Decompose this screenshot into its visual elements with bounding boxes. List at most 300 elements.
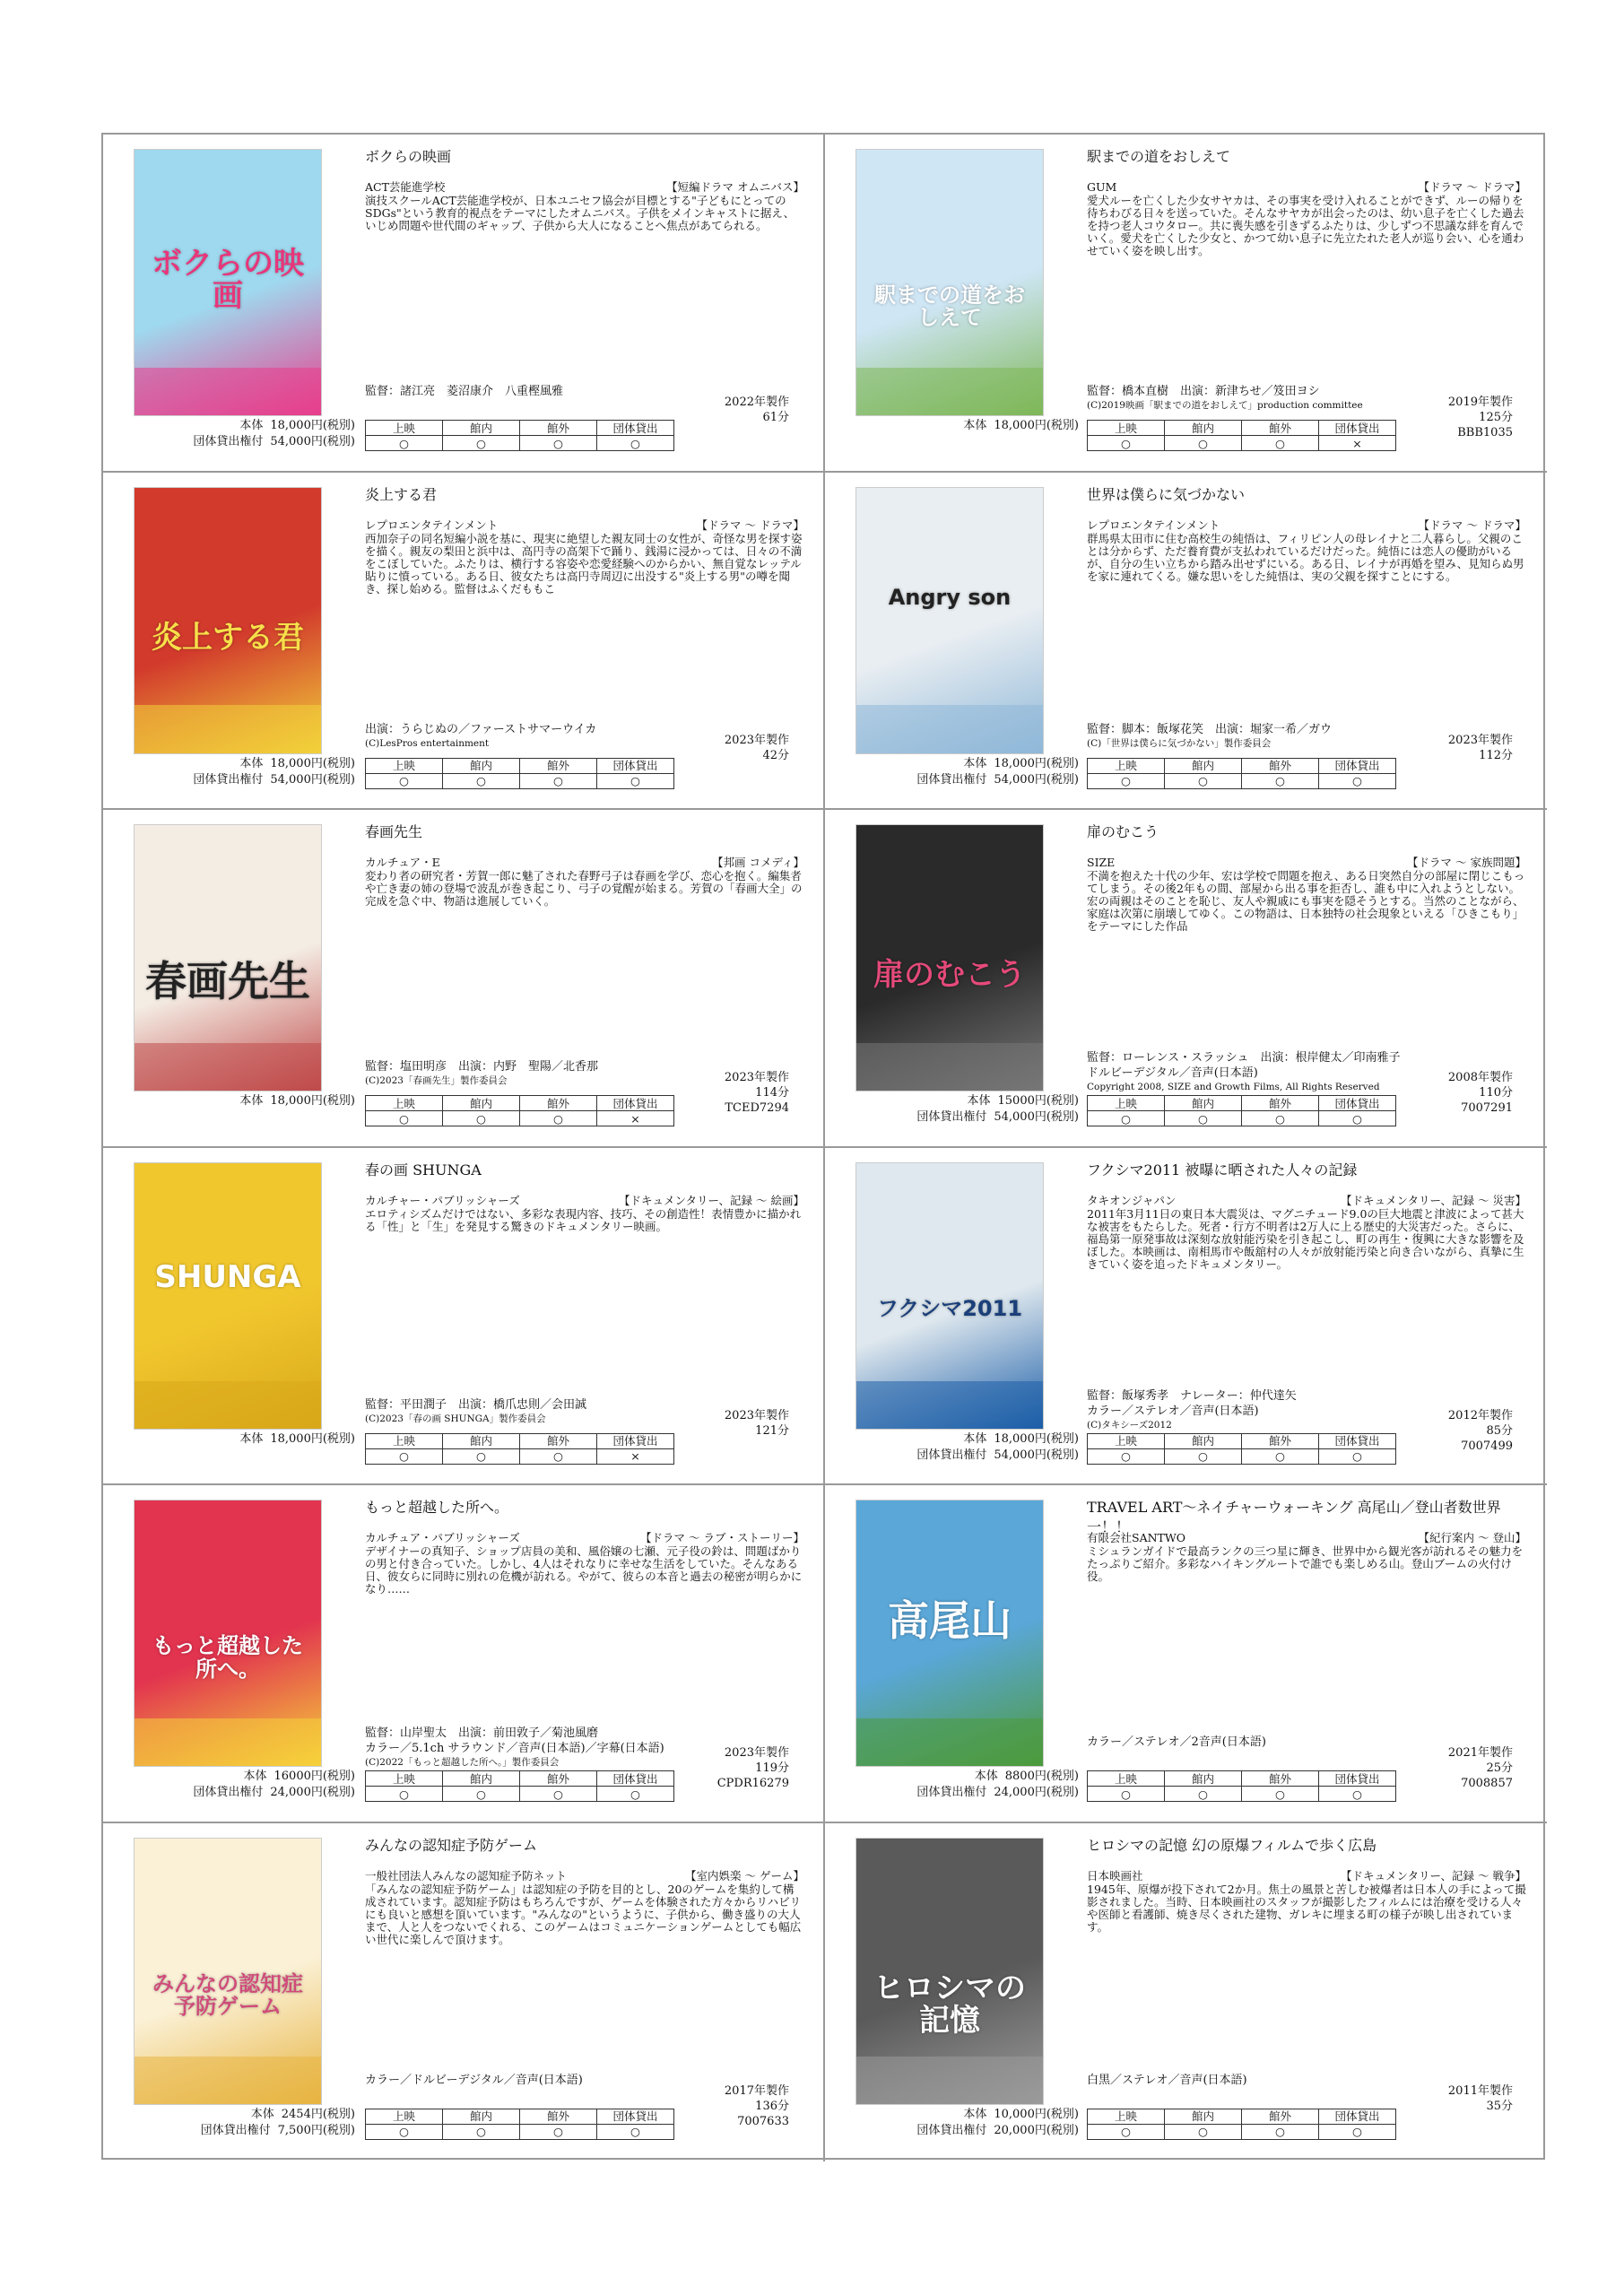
item-title: フクシマ2011 被曝に晒された人々の記録 (1087, 1161, 1358, 1178)
rights-header: 上映 (1088, 758, 1165, 773)
poster-title: 扉のむこう (873, 957, 1026, 994)
genre: 【ドキュメンタリー、記録 ～ 絵画】 (619, 1193, 804, 1207)
rights-header: 館内 (443, 1096, 520, 1111)
item-meta (365, 1532, 804, 1596)
price-main: 2454円(税別) (281, 2107, 355, 2121)
poster-title: 駅までの道をおしえて (874, 283, 1025, 331)
duration: 121分 (755, 1423, 789, 1438)
poster-band (856, 1381, 1043, 1429)
catalog-item (825, 1823, 1547, 2161)
rights-value: ○ (1319, 773, 1396, 788)
copyright: (C)2023「春の画 SHUNGA」製作委員会 (365, 1413, 546, 1424)
poster-image (855, 149, 1044, 416)
rights-table (365, 1770, 674, 1802)
rights-value: ○ (1319, 1111, 1396, 1126)
copyright: (C)2023「春画先生」製作委員会 (365, 1075, 508, 1087)
price-main-label: 本体 (239, 1094, 264, 1109)
production-year: 2023年製作 (724, 733, 789, 747)
price-group: 54,000円(税別) (270, 435, 355, 448)
rights-header: 館内 (1165, 1771, 1242, 1787)
rights-value: ○ (1088, 773, 1165, 788)
price-main: 18,000円(税別) (994, 756, 1079, 770)
rights-header: 上映 (366, 758, 443, 773)
rights-value: ○ (366, 1111, 443, 1126)
publisher: SIZE (1087, 856, 1116, 870)
rights-table (365, 1095, 674, 1126)
rights-value: ○ (443, 1787, 520, 1802)
rights-header: 館内 (443, 2109, 520, 2124)
genre: 【邦画 コメディ】 (712, 856, 804, 870)
credit-line: ドルビーデジタル／音声(日本語) (1087, 1066, 1258, 1081)
genre: 【ドラマ ～ ドラマ】 (1418, 517, 1526, 532)
production-year: 2021年製作 (1447, 1746, 1513, 1761)
production-year: 2019年製作 (1447, 396, 1513, 409)
production-year: 2022年製作 (724, 396, 789, 409)
genre: 【ドラマ ～ ドラマ】 (1418, 180, 1526, 194)
poster-band (856, 368, 1043, 415)
rights-value: ○ (520, 1787, 597, 1802)
rights-value: ○ (520, 773, 597, 788)
rights-header: 団体貸出 (597, 1433, 674, 1448)
credit-line: 監督：脚本：飯塚花笑 出演：堀家一希／ガウ (1087, 722, 1333, 736)
item-meta (1087, 519, 1526, 583)
rights-header: 館内 (1165, 758, 1242, 773)
price-block (201, 2107, 355, 2139)
poster-title: 高尾山 (888, 1596, 1012, 1646)
poster-band (856, 705, 1043, 752)
price-block (916, 1769, 1079, 1801)
rights-table (1087, 1433, 1396, 1465)
rights-value: ○ (1242, 1787, 1319, 1802)
genre: 【ドラマ ～ ラブ・ストーリー】 (640, 1531, 804, 1545)
rights-table (365, 1433, 674, 1465)
catalog-item (103, 1823, 825, 2161)
poster-band (135, 368, 321, 415)
rights-header: 上映 (366, 421, 443, 436)
rights-value: ○ (1319, 1448, 1396, 1464)
rights-header: 館内 (443, 1771, 520, 1787)
price-group-label: 団体貸出権付 (200, 2123, 271, 2137)
catalog-grid (101, 133, 1545, 2160)
price-main-label: 本体 (239, 756, 264, 770)
rights-value: ○ (1165, 2124, 1242, 2139)
rights-header: 団体貸出 (597, 1771, 674, 1787)
production-info (1448, 1070, 1513, 1116)
item-title: TRAVEL ART～ネイチャーウォーキング 高尾山／登山者数世界一！！ (1087, 1499, 1501, 1536)
item-title: ボクらの映画 (365, 148, 452, 165)
copyright: (C)タキシーズ2012 (1087, 1419, 1172, 1431)
product-code: 7007291 (1461, 1101, 1513, 1116)
catalog-item (825, 1148, 1547, 1486)
description: 2011年3月11日の東日本大震災は、マグニチュード9.0の巨大地震と津波によって甚大な被害をもたらした。死者・行方不明者は2万人に上る歴史的大災害だった。さらに、福島第一原発事故は深刻な放射能汚染を引き起こし、町の再生・復興に大きな影響を及ぼした。本映画は、南相馬市や飯舘村の人々が放射能汚染と向き合いながら、真摯に生きていく姿を追ったドキュメンタリー。 (1087, 1206, 1524, 1271)
production-year: 2012年製作 (1447, 1408, 1513, 1422)
price-main-label: 本体 (239, 419, 264, 432)
genre: 【ドキュメンタリー、記録 ～ 災害】 (1341, 1193, 1526, 1207)
duration: 61分 (762, 411, 789, 424)
item-title: 春の画 SHUNGA (365, 1161, 482, 1178)
price-block (239, 1431, 355, 1448)
duration: 35分 (1486, 2099, 1513, 2113)
price-group-label: 団体貸出権付 (916, 1448, 987, 1462)
publisher: タキオンジャパン (1087, 1193, 1177, 1207)
production-info (1448, 395, 1513, 440)
production-info (1448, 2083, 1513, 2114)
item-title: 世界は僕らに気づかない (1087, 485, 1246, 503)
credit-line: カラー／ステレオ／2音声(日本語) (1087, 1735, 1266, 1750)
publisher: ACT芸能進学校 (365, 180, 446, 194)
poster-image (134, 1838, 322, 2105)
copyright: (C)2022「もっと超越した所へ。」製作委員会 (365, 1757, 560, 1769)
production-year: 2008年製作 (1447, 1071, 1513, 1085)
price-group-label: 団体貸出権付 (193, 435, 264, 448)
price-main-label: 本体 (243, 1770, 267, 1784)
rights-value: ○ (520, 436, 597, 451)
production-year: 2023年製作 (724, 1071, 789, 1085)
product-code: BBB1035 (1457, 426, 1513, 439)
item-meta (1087, 1195, 1526, 1271)
item-title: もっと超越した所へ。 (365, 1499, 509, 1517)
description: 不満を抱えた十代の少年、宏は学校で問題を抱え、ある日突然自分の部屋に閉じこもってしまう。その後2年もの間、部屋から出る事を拒否し、誰も中に入れようとしない。宏の両親はそのことを恥じ、友人や親戚にも事実を隠そうとする。当然のことながら、家庭は次第に崩壊してゆく。この物語は、日本独特の社会現象といえる「ひきこもり」をテーマにした作品 (1087, 869, 1525, 934)
rights-header: 館外 (1242, 1771, 1319, 1787)
production-info (717, 1745, 789, 1791)
duration: 125分 (1479, 411, 1513, 424)
credit-line: 監督：橋本直樹 出演：新津ちせ／笈田ヨシ (1087, 385, 1320, 398)
duration: 114分 (755, 1086, 789, 1100)
rights-table (365, 420, 674, 451)
production-year: 2023年製作 (1447, 733, 1513, 747)
item-meta (365, 519, 804, 596)
rights-header: 館内 (1165, 1433, 1242, 1448)
rights-header: 団体貸出 (1319, 1771, 1396, 1787)
production-info (725, 733, 789, 763)
description: ミシュランガイドで最高ランクの三つ星に輝き、世界中から観光客が訪れるその魅力をたっぷりご紹介。多彩なハイキングルートで誰でも楽しめる山。登山ブームの火付け役。 (1087, 1544, 1524, 1584)
catalog-item (103, 1148, 825, 1486)
credit-line: 監督：塩田明彦 出演：内野 聖陽／北香那 (365, 1060, 599, 1074)
rights-value: × (597, 1448, 674, 1464)
rights-header: 上映 (1088, 1433, 1165, 1448)
rights-header: 館内 (1165, 1096, 1242, 1111)
genre: 【室内娯楽 ～ ゲーム】 (685, 1868, 804, 1883)
credit-line: 監督：山岸聖太 出演：前田敦子／菊池風磨 (365, 1726, 599, 1741)
item-meta (365, 1870, 804, 1946)
price-main: 18,000円(税別) (270, 1431, 355, 1446)
rights-header: 館内 (443, 1433, 520, 1448)
poster-title: 炎上する君 (152, 619, 304, 656)
price-main: 18,000円(税別) (994, 1431, 1079, 1446)
copyright: (C)2019映画「駅までの道をおしえて」production committee (1087, 400, 1363, 411)
catalog-item (103, 810, 825, 1148)
genre: 【ドキュメンタリー、記録 ～ 戦争】 (1341, 1868, 1526, 1883)
catalog-item (825, 473, 1547, 811)
poster-title: ボクらの映画 (152, 246, 304, 314)
rights-value: ○ (1088, 436, 1165, 451)
rights-value: × (1319, 436, 1396, 451)
production-info (1448, 1745, 1513, 1791)
item-title: みんなの認知症予防ゲーム (365, 1836, 538, 1854)
rights-header: 上映 (1088, 421, 1165, 436)
rights-header: 上映 (1088, 2109, 1165, 2124)
price-main-label: 本体 (963, 756, 987, 770)
rights-value: ○ (1088, 1448, 1165, 1464)
poster-band (135, 1381, 321, 1429)
rights-header: 上映 (366, 1771, 443, 1787)
credit-line: 白黒／ステレオ／音声(日本語) (1087, 2073, 1247, 2087)
poster-title: SHUNGA (154, 1258, 301, 1295)
rights-header: 館内 (443, 758, 520, 773)
poster-band (856, 1718, 1043, 1766)
poster-title: もっと超越した所へ。 (152, 1633, 303, 1682)
credit-line: カラー／ドルビーデジタル／音声(日本語) (365, 2073, 583, 2087)
price-group-label: 団体貸出権付 (916, 2123, 987, 2137)
poster-image (134, 1162, 322, 1430)
rights-header: 館外 (1242, 1433, 1319, 1448)
rights-value: ○ (1242, 1111, 1319, 1126)
poster-image (855, 1500, 1044, 1767)
product-code: CPDR16279 (716, 1777, 789, 1791)
duration: 119分 (755, 1761, 789, 1776)
price-group: 7,500円(税別) (277, 2123, 355, 2137)
item-meta (1087, 1532, 1526, 1583)
price-main: 16000円(税別) (274, 1770, 355, 1784)
item-title: ヒロシマの記憶 幻の原爆フィルムで歩く広島 (1087, 1836, 1377, 1854)
price-group-label: 団体貸出権付 (916, 772, 987, 787)
price-group-label: 団体貸出権付 (916, 1786, 987, 1800)
rights-header: 館外 (1242, 421, 1319, 436)
poster-title: みんなの認知症予防ゲーム (152, 1970, 303, 2020)
rights-header: 団体貸出 (1319, 1433, 1396, 1448)
rights-header: 館外 (520, 1096, 597, 1111)
rights-header: 上映 (366, 2109, 443, 2124)
catalog-item (825, 135, 1547, 473)
price-group-label: 団体貸出権付 (193, 1786, 264, 1800)
rights-value: ○ (366, 773, 443, 788)
price-block (916, 756, 1079, 788)
production-info (725, 2083, 789, 2129)
rights-value: ○ (1088, 2124, 1165, 2139)
rights-header: 館外 (1242, 2109, 1319, 2124)
price-group-label: 団体貸出権付 (193, 772, 264, 787)
price-group: 54,000円(税別) (270, 772, 355, 787)
copyright: Copyright 2008, SIZE and Growth Films, All Rights Reserved (1087, 1082, 1380, 1093)
rights-value: ○ (443, 773, 520, 788)
rights-value: ○ (443, 436, 520, 451)
credit-line: 監督：ローレンス・スラッシュ 出演：根岸健太／印南雅子 (1087, 1051, 1401, 1065)
credit-line: 監督：飯塚秀孝 ナレーター：仲代達矢 (1087, 1388, 1297, 1403)
catalog-item (825, 1485, 1547, 1823)
rights-header: 館外 (520, 1771, 597, 1787)
rights-table (365, 2109, 674, 2140)
poster-image (855, 1838, 1044, 2105)
credit-line: 出演：うらじぬの／ファーストサマーウイカ (365, 722, 597, 736)
production-info (725, 1408, 789, 1439)
rights-value: ○ (366, 2124, 443, 2139)
description: 愛犬ルーを亡くした少女サヤカは、その事実を受け入れることができず、ルーの帰りを待ちわびる日々を送っていた。そんなサヤカが出会ったのは、幼い息子を亡くした過去を持つ老人コウタロー。共に喪失感を引きずるふたりは、少しずつ不思議な絆を育んでいく。愛犬を亡くした少女と、かつて幼い息子に先立たれた老人が巡り会い、心を通わせていく姿を映し出す。 (1087, 194, 1524, 257)
rights-header: 上映 (1088, 1096, 1165, 1111)
description: 群馬県太田市に住む高校生の純悟は、フィリピン人の母レイナと二人暮らし。父親のことは分からず、ただ養育費が支払われているだけだった。純悟には恋人の優助がいるが、自分の生い立ちから踏み出せずにいる。ある日、レイナが再婚を望み、見知らぬ男を家に連れてくる。嫌な思いをした純悟は、実の父親を探すことにする。 (1087, 531, 1524, 583)
poster-band (135, 2057, 321, 2104)
rights-header: 館外 (520, 758, 597, 773)
poster-image (134, 487, 322, 754)
price-main: 10,000円(税別) (994, 2107, 1079, 2121)
rights-header: 館外 (520, 421, 597, 436)
credit-line: カラー／5.1ch サラウンド／音声(日本語)／字幕(日本語) (365, 1742, 664, 1756)
rights-header: 館外 (1242, 758, 1319, 773)
rights-table (1087, 758, 1396, 789)
rights-header: 館外 (1242, 1096, 1319, 1111)
rights-value: ○ (366, 1448, 443, 1464)
rights-value: ○ (1165, 436, 1242, 451)
rights-table (365, 758, 674, 789)
poster-image (134, 149, 322, 416)
price-block (963, 418, 1079, 434)
rights-value: ○ (597, 436, 674, 451)
rights-value: ○ (1319, 2124, 1396, 2139)
credit-line: 監督：諸江亮 菱沼康介 八重樫風雅 (365, 385, 564, 398)
item-meta (1087, 857, 1526, 933)
price-main: 18,000円(税別) (270, 1094, 355, 1109)
rights-header: 館外 (520, 2109, 597, 2124)
production-year: 2011年製作 (1447, 2083, 1513, 2098)
rights-header: 館外 (520, 1433, 597, 1448)
description: デザイナーの真知子、ショップ店員の美和、風俗嬢の七瀬、元子役の鈴は、問題ばかりの男と付き合っていた。しかし、4人はそれなりに幸せな生活をしていた。そんなある日、彼女らに同時に別れの危機が訪れる。やがて、彼らの本音と過去の秘密が明らかになり…… (365, 1544, 803, 1596)
rights-header: 団体貸出 (597, 1096, 674, 1111)
publisher: レプロエンタテインメント (365, 517, 499, 532)
rights-header: 上映 (1088, 1771, 1165, 1787)
rights-value: ○ (366, 436, 443, 451)
rights-value: ○ (1088, 1787, 1165, 1802)
price-block (916, 2107, 1079, 2139)
item-title: 炎上する君 (365, 485, 438, 503)
rights-header: 団体貸出 (1319, 758, 1396, 773)
product-code: TCED7294 (725, 1101, 789, 1116)
duration: 112分 (1479, 748, 1513, 762)
poster-title: 春画先生 (145, 957, 310, 1006)
price-block (193, 418, 355, 450)
poster-band (856, 1043, 1043, 1091)
genre: 【紀行案内 ～ 登山】 (1418, 1531, 1526, 1545)
poster-band (135, 705, 321, 752)
rights-value: ○ (1165, 1787, 1242, 1802)
description: 変わり者の研究者・芳賀一郎に魅了された春野弓子は春画を学び、恋心を抱く。編集者や亡き妻の姉の登場で波乱が巻き起こり、弓子の覚醒が始まる。芳賀の「春画大全」の完成を急ぐ中、物語は進展していく。 (365, 869, 803, 909)
rights-value: ○ (520, 1448, 597, 1464)
rights-value: ○ (1242, 436, 1319, 451)
price-main: 18,000円(税別) (270, 756, 355, 770)
rights-value: ○ (1088, 1111, 1165, 1126)
publisher: 有限会社SANTWO (1087, 1531, 1185, 1545)
description: 西加奈子の同名短編小説を基に、現実に絶望した親友同士の女性が、奇怪な男を探す姿を描く。親友の梨田と浜中は、高円寺の高架下で踊り、銭湯に浸かっては、日々の不満をこぼしていた。ふたりは、横行する容姿や恋愛経験へのからかい、無自覚なレッテル貼りに憤っている。ある日、彼女たちは高円寺周辺に出没する"炎上する男"の噂を聞き、探し始める。監督はふくだももこ (365, 531, 803, 596)
price-block (916, 1431, 1079, 1464)
price-main: 15000円(税別) (997, 1094, 1079, 1109)
price-block (193, 1769, 355, 1801)
rights-value: ○ (520, 2124, 597, 2139)
price-main-label: 本体 (974, 1770, 998, 1784)
production-info (725, 395, 789, 425)
rights-value: ○ (443, 2124, 520, 2139)
rights-header: 団体貸出 (597, 421, 674, 436)
publisher: 一般社団法人みんなの認知症予防ネット (365, 1868, 568, 1883)
copyright: (C)LesPros entertainment (365, 737, 490, 749)
price-group: 54,000円(税別) (994, 1110, 1079, 1125)
price-main-label: 本体 (963, 2107, 987, 2121)
rights-header: 団体貸出 (1319, 1096, 1396, 1111)
rights-table (1087, 2109, 1396, 2140)
rights-value: ○ (443, 1111, 520, 1126)
poster-title: Angry son (888, 584, 1012, 610)
poster-image (855, 487, 1044, 754)
price-main: 18,000円(税別) (270, 419, 355, 432)
rights-value: ○ (1319, 1787, 1396, 1802)
price-main-label: 本体 (963, 1431, 987, 1446)
rights-header: 団体貸出 (597, 2109, 674, 2124)
description: 1945年、原爆が投下されて2か月。焦土の風景と苦しむ被爆者は日本人の手によって撮影されました。当時、日本映画社のスタッフが撮影したフィルムには治療を受ける人々や医師と看護師、焼き尽くされた建物、ガレキに埋まる町の様子が映し出されています。 (1087, 1882, 1526, 1934)
price-main-label: 本体 (963, 419, 987, 432)
catalog-item (103, 473, 825, 811)
rights-value: ○ (597, 773, 674, 788)
production-year: 2023年製作 (724, 1408, 789, 1422)
price-main-label: 本体 (967, 1094, 991, 1109)
poster-band (135, 1043, 321, 1091)
poster-image (134, 1500, 322, 1767)
catalog-item (103, 135, 825, 473)
product-code: 7008857 (1461, 1777, 1513, 1791)
price-group: 24,000円(税別) (270, 1786, 355, 1800)
publisher: レプロエンタテインメント (1087, 517, 1220, 532)
poster-image (855, 1162, 1044, 1430)
rights-value: ○ (1165, 1448, 1242, 1464)
price-group: 20,000円(税別) (994, 2123, 1079, 2137)
rights-value: ○ (443, 1448, 520, 1464)
rights-header: 上映 (366, 1096, 443, 1111)
duration: 42分 (762, 748, 789, 762)
production-info (1448, 1408, 1513, 1454)
genre: 【ドラマ ～ ドラマ】 (696, 517, 804, 532)
rights-header: 館内 (1165, 421, 1242, 436)
price-block (193, 756, 355, 788)
item-meta (365, 181, 804, 232)
rights-header: 団体貸出 (1319, 421, 1396, 436)
rights-table (1087, 420, 1396, 451)
price-main: 8800円(税別) (1004, 1770, 1079, 1784)
duration: 136分 (755, 2099, 789, 2113)
genre: 【短編ドラマ オムニバス】 (666, 180, 804, 194)
poster-band (135, 1718, 321, 1766)
duration: 25分 (1486, 1761, 1513, 1776)
publisher: GUM (1087, 180, 1117, 194)
price-group-label: 団体貸出権付 (916, 1110, 987, 1125)
poster-title: フクシマ2011 (876, 1295, 1023, 1321)
poster-title: ヒロシマの記憶 (873, 1970, 1026, 2039)
price-group: 54,000円(税別) (994, 1448, 1079, 1462)
description: 「みんなの認知症予防ゲーム」は認知症の予防を目的とし、20のゲームを集約して構成されています。認知症予防はもちろんですが、ゲームを体験された方々からリハビリにも良いと感想を頂いています。"みんなの"というように、子供から、働き盛りの大人まで、人と人をつないでくれる、このゲームはコミュニケーションゲームとしても幅広い世代に楽しんで頂けます。 (365, 1882, 802, 1946)
rights-table (1087, 1095, 1396, 1126)
item-meta (365, 857, 804, 908)
production-year: 2017年製作 (724, 2083, 789, 2098)
production-year: 2023年製作 (724, 1746, 789, 1761)
item-meta (1087, 1870, 1526, 1934)
rights-value: ○ (1165, 773, 1242, 788)
poster-image (855, 824, 1044, 1091)
rights-value: ○ (597, 1787, 674, 1802)
rights-value: ○ (1165, 1111, 1242, 1126)
price-group: 54,000円(税別) (994, 772, 1079, 787)
catalog-item (825, 810, 1547, 1148)
rights-value: ○ (520, 1111, 597, 1126)
rights-header: 団体貸出 (1319, 2109, 1396, 2124)
product-code: 7007499 (1461, 1439, 1513, 1453)
price-main-label: 本体 (239, 1431, 264, 1446)
publisher: 日本映画社 (1087, 1868, 1143, 1883)
duration: 110分 (1479, 1086, 1513, 1100)
